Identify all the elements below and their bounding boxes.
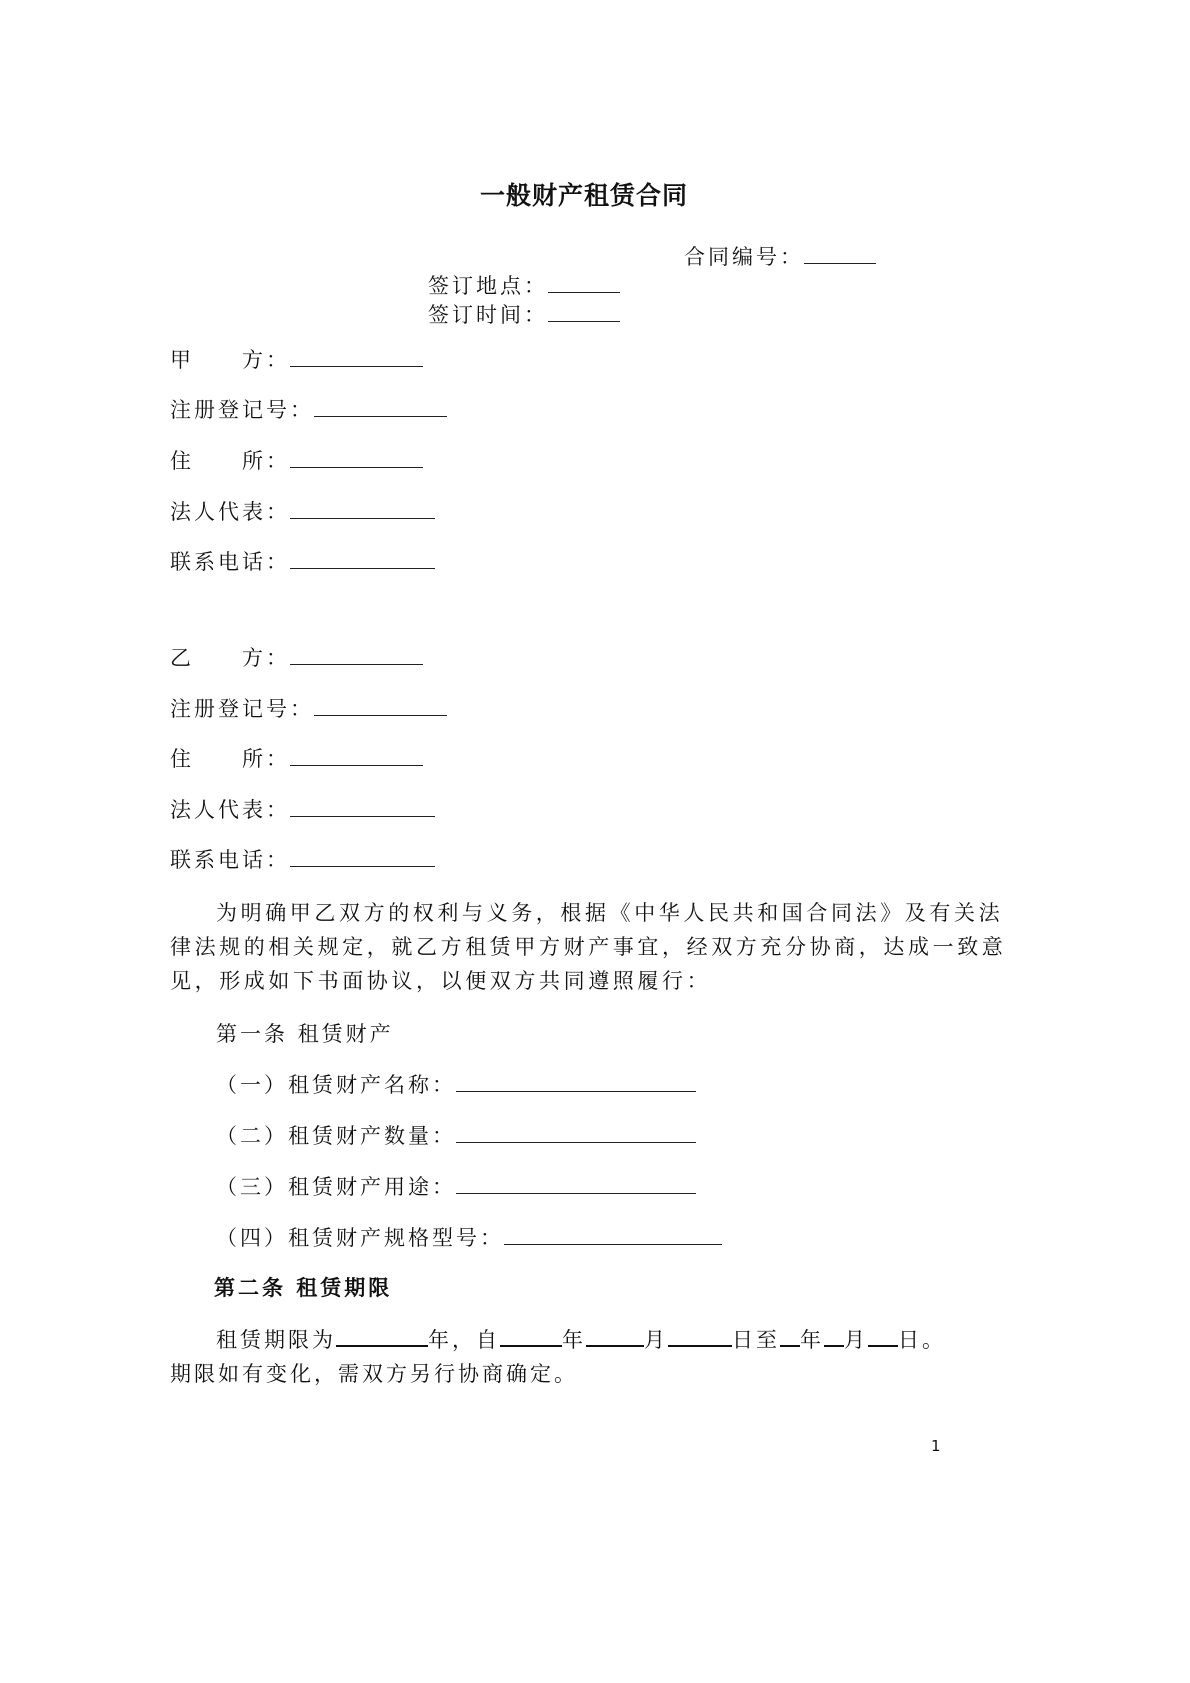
end-day-blank[interactable] xyxy=(868,1325,898,1347)
party-a-address-blank[interactable] xyxy=(290,447,423,468)
sign-place-field xyxy=(428,272,620,300)
start-year-blank[interactable] xyxy=(500,1325,562,1347)
party-b-address-blank[interactable] xyxy=(290,745,423,766)
intro-line-2: 律法规的相关规定，就乙方租赁甲方财产事宜，经双方充分协商，达成一致意 xyxy=(170,935,1007,959)
party-b-rep-blank[interactable] xyxy=(290,796,435,817)
start-day-blank[interactable] xyxy=(668,1325,732,1347)
article1-item-4-blank[interactable] xyxy=(504,1224,722,1245)
party-a-name-field xyxy=(170,346,423,374)
article1-item-2-blank[interactable] xyxy=(456,1122,696,1143)
party-b-phone-label: 联系电话： xyxy=(170,848,290,872)
party-a-rep-label: 法人代表： xyxy=(170,500,290,524)
party-a-name-label: 甲 方： xyxy=(170,348,290,372)
party-a-address-field xyxy=(170,447,423,475)
term-text-e: 日至 xyxy=(732,1328,780,1352)
end-year-blank[interactable] xyxy=(780,1325,800,1347)
term-text-b: 年，自 xyxy=(428,1328,500,1352)
party-b-phone-field xyxy=(170,846,435,874)
intro-line-3: 见，形成如下书面协议，以便双方共同遵照履行： xyxy=(170,969,712,993)
sign-time-blank[interactable] xyxy=(548,301,620,322)
party-b-address-field xyxy=(170,745,423,773)
contract-number-field xyxy=(684,243,876,271)
party-b-address-label: 住 所： xyxy=(170,747,290,771)
article1-item-2 xyxy=(216,1122,696,1150)
party-a-phone-label: 联系电话： xyxy=(170,550,290,574)
sign-place-blank[interactable] xyxy=(548,272,620,293)
term-text-g: 月 xyxy=(844,1328,868,1352)
article1-item-1-label: （一）租赁财产名称： xyxy=(216,1073,456,1097)
party-a-reg-label: 注册登记号： xyxy=(170,398,314,422)
term-text-c: 年 xyxy=(562,1328,586,1352)
party-b-reg-field xyxy=(170,695,447,723)
contract-number-blank[interactable] xyxy=(804,243,876,264)
start-month-blank[interactable] xyxy=(586,1325,644,1347)
party-b-rep-label: 法人代表： xyxy=(170,798,290,822)
document-title: 一般财产租赁合同 xyxy=(480,181,689,210)
article1-item-4 xyxy=(216,1224,722,1252)
end-month-blank[interactable] xyxy=(824,1325,844,1347)
article1-item-1-blank[interactable] xyxy=(456,1071,696,1092)
party-b-name-label: 乙 方： xyxy=(170,646,290,670)
party-b-reg-label: 注册登记号： xyxy=(170,697,314,721)
article1-item-2-label: （二）租赁财产数量： xyxy=(216,1124,456,1148)
party-a-reg-field xyxy=(170,396,447,424)
article1-item-3-label: （三）租赁财产用途： xyxy=(216,1175,456,1199)
sign-place-label: 签订地点： xyxy=(428,274,548,298)
party-a-rep-field xyxy=(170,498,435,526)
term-text-f: 年 xyxy=(800,1328,824,1352)
party-a-name-blank[interactable] xyxy=(290,346,423,367)
sign-time-label: 签订时间： xyxy=(428,303,548,327)
party-a-reg-blank[interactable] xyxy=(314,396,447,417)
article2-term-note: 期限如有变化，需双方另行协商确定。 xyxy=(170,1362,578,1386)
term-text-a: 租赁期限为 xyxy=(216,1328,336,1352)
party-a-address-label: 住 所： xyxy=(170,449,290,473)
party-a-phone-blank[interactable] xyxy=(290,548,435,569)
party-b-name-field xyxy=(170,644,423,672)
party-a-phone-field xyxy=(170,548,435,576)
contract-number-label: 合同编号： xyxy=(684,245,804,269)
article1-item-3 xyxy=(216,1173,696,1201)
party-b-name-blank[interactable] xyxy=(290,644,423,665)
article1-item-1 xyxy=(216,1071,696,1099)
party-b-phone-blank[interactable] xyxy=(290,846,435,867)
page-number: 1 xyxy=(931,1437,941,1455)
party-b-reg-blank[interactable] xyxy=(314,695,447,716)
article1-heading: 第一条 租赁财产 xyxy=(216,1022,394,1046)
party-a-rep-blank[interactable] xyxy=(290,498,435,519)
intro-line-1: 为明确甲乙双方的权利与义务，根据《中华人民共和国合同法》及有关法 xyxy=(216,901,1004,925)
term-text-d: 月 xyxy=(644,1328,668,1352)
article1-item-4-label: （四）租赁财产规格型号： xyxy=(216,1226,504,1250)
party-b-rep-field xyxy=(170,796,435,824)
article2-heading: 第二条 租赁期限 xyxy=(214,1276,393,1300)
sign-time-field xyxy=(428,301,620,329)
term-text-h: 日。 xyxy=(898,1328,946,1352)
term-years-blank[interactable] xyxy=(336,1325,428,1347)
article1-item-3-blank[interactable] xyxy=(456,1173,696,1194)
article2-term-line xyxy=(216,1325,946,1354)
